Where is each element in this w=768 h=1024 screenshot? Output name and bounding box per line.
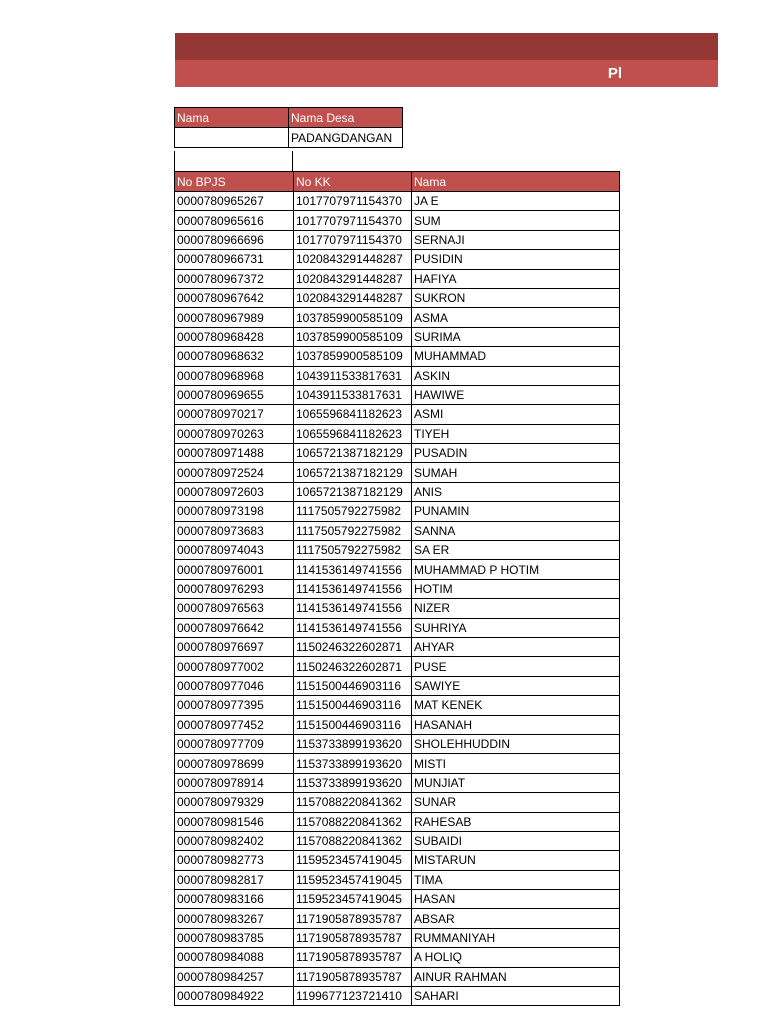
cell-no-bpjs[interactable]: 0000780982402 [175,831,294,850]
bpjs-table [174,171,620,1006]
table-row [175,579,620,598]
table-row [175,909,620,928]
table-row [175,192,620,211]
cell-no-kk[interactable]: 1117505792275982 [294,541,412,560]
cell-nama[interactable]: PUSIDIN [412,250,620,269]
table-row [175,230,620,249]
filter-panel [174,107,403,148]
cell-nama[interactable]: JA E [412,192,620,211]
table-row [175,890,620,909]
cell-nama[interactable]: ANIS [412,482,620,501]
cell-no-bpjs[interactable]: 0000780965267 [175,192,294,211]
table-row [175,754,620,773]
cell-no-kk[interactable]: 1171905878935787 [294,967,412,986]
cell-nama[interactable]: SHOLEHHUDDIN [412,734,620,753]
cell-no-bpjs[interactable]: 0000780977002 [175,657,294,676]
cell-nama[interactable]: SAWIYE [412,676,620,695]
cell-nama[interactable]: AINUR RAHMAN [412,967,620,986]
cell-nama[interactable]: HASAN [412,890,620,909]
cell-no-bpjs[interactable]: 0000780978699 [175,754,294,773]
cell-nama[interactable]: HASANAH [412,715,620,734]
cell-no-bpjs[interactable]: 0000780968632 [175,347,294,366]
cell-nama[interactable]: RUMMANIYAH [412,928,620,947]
cell-nama[interactable]: SUNAR [412,793,620,812]
cell-nama[interactable]: PUNAMIN [412,502,620,521]
table-row [175,812,620,831]
cell-nama[interactable]: ASMA [412,308,620,327]
cell-no-bpjs[interactable]: 0000780984257 [175,967,294,986]
table-row [175,793,620,812]
cell-nama[interactable]: HAFIYA [412,269,620,288]
cell-nama[interactable]: ASMI [412,405,620,424]
cell-no-bpjs[interactable]: 0000780972524 [175,463,294,482]
cell-nama[interactable]: ABSAR [412,909,620,928]
cell-no-bpjs[interactable]: 0000780966731 [175,250,294,269]
cell-no-bpjs[interactable]: 0000780967989 [175,308,294,327]
table-row [175,870,620,889]
cell-nama[interactable]: SURIMA [412,327,620,346]
cell-no-kk[interactable]: 1171905878935787 [294,928,412,947]
cell-no-kk[interactable]: 1065721387182129 [294,463,412,482]
filter-label-desa: Nama Desa [289,108,403,128]
cell-no-bpjs[interactable]: 0000780976563 [175,599,294,618]
cell-no-bpjs[interactable]: 0000780982817 [175,870,294,889]
cell-nama[interactable]: ASKIN [412,366,620,385]
cell-no-kk[interactable]: 1157088220841362 [294,831,412,850]
cell-no-bpjs[interactable]: 0000780976697 [175,637,294,656]
cell-nama[interactable]: PUSADIN [412,444,620,463]
cell-no-bpjs[interactable]: 0000780973683 [175,521,294,540]
cell-no-bpjs[interactable]: 0000780977709 [175,734,294,753]
cell-no-kk[interactable]: 1171905878935787 [294,909,412,928]
table-spacer [174,151,293,171]
header-title: Pl [607,65,622,82]
cell-no-bpjs[interactable]: 0000780976642 [175,618,294,637]
cell-no-kk[interactable]: 1159523457419045 [294,870,412,889]
cell-no-kk[interactable]: 1043911533817631 [294,385,412,404]
table-row [175,385,620,404]
table-row [175,560,620,579]
cell-no-kk[interactable]: 1153733899193620 [294,773,412,792]
cell-no-bpjs[interactable]: 0000780978914 [175,773,294,792]
table-row [175,676,620,695]
cell-no-kk[interactable]: 1150246322602871 [294,637,412,656]
cell-nama[interactable]: AHYAR [412,637,620,656]
cell-no-kk[interactable]: 1141536149741556 [294,599,412,618]
cell-no-bpjs[interactable]: 0000780972603 [175,482,294,501]
cell-no-bpjs[interactable]: 0000780971488 [175,444,294,463]
cell-nama[interactable]: SAHARI [412,987,620,1006]
cell-no-bpjs[interactable]: 0000780977046 [175,676,294,695]
column-header-no-bpjs: No BPJS [175,172,294,192]
cell-nama[interactable]: TIMA [412,870,620,889]
cell-no-kk[interactable]: 1017707971154370 [294,211,412,230]
table-row [175,967,620,986]
table-row [175,347,620,366]
table-row [175,366,620,385]
column-header-nama: Nama [412,172,620,192]
table-row [175,444,620,463]
cell-no-kk[interactable]: 1117505792275982 [294,521,412,540]
cell-nama[interactable]: NIZER [412,599,620,618]
cell-no-kk[interactable]: 1037859900585109 [294,327,412,346]
cell-no-bpjs[interactable]: 0000780968968 [175,366,294,385]
cell-no-kk[interactable]: 1151500446903116 [294,676,412,695]
table-row [175,521,620,540]
cell-no-kk[interactable]: 1153733899193620 [294,754,412,773]
cell-nama[interactable]: SERNAJI [412,230,620,249]
cell-nama[interactable]: MISTI [412,754,620,773]
cell-nama[interactable]: SUKRON [412,288,620,307]
table-row [175,463,620,482]
cell-no-kk[interactable]: 1151500446903116 [294,715,412,734]
cell-nama[interactable]: MAT KENEK [412,696,620,715]
cell-no-kk[interactable]: 1141536149741556 [294,560,412,579]
cell-nama[interactable]: MISTARUN [412,851,620,870]
table-row [175,288,620,307]
cell-no-kk[interactable]: 1020843291448287 [294,269,412,288]
cell-no-bpjs[interactable]: 0000780983267 [175,909,294,928]
cell-no-bpjs[interactable]: 0000780981546 [175,812,294,831]
cell-no-bpjs[interactable]: 0000780969655 [175,385,294,404]
filter-value-nama[interactable] [175,128,289,148]
cell-no-bpjs[interactable]: 0000780979329 [175,793,294,812]
cell-nama[interactable]: SANNA [412,521,620,540]
cell-no-kk[interactable]: 1199677123721410 [294,987,412,1006]
cell-no-bpjs[interactable]: 0000780976001 [175,560,294,579]
table-row [175,831,620,850]
cell-no-bpjs[interactable]: 0000780970263 [175,424,294,443]
cell-no-kk[interactable]: 1020843291448287 [294,288,412,307]
cell-nama[interactable]: TIYEH [412,424,620,443]
cell-no-bpjs[interactable]: 0000780967642 [175,288,294,307]
table-row [175,948,620,967]
cell-nama[interactable]: RAHESAB [412,812,620,831]
cell-no-kk[interactable]: 1037859900585109 [294,347,412,366]
table-row [175,928,620,947]
table-row [175,250,620,269]
cell-nama[interactable]: HOTIM [412,579,620,598]
cell-no-kk[interactable]: 1065596841182623 [294,405,412,424]
cell-nama[interactable]: MUNJIAT [412,773,620,792]
table-row [175,637,620,656]
cell-no-bpjs[interactable]: 0000780984088 [175,948,294,967]
cell-no-bpjs[interactable]: 0000780974043 [175,541,294,560]
table-row [175,657,620,676]
cell-no-kk[interactable]: 1117505792275982 [294,502,412,521]
table-row [175,715,620,734]
cell-no-bpjs[interactable]: 0000780983785 [175,928,294,947]
cell-nama[interactable]: HAWIWE [412,385,620,404]
cell-no-bpjs[interactable]: 0000780976293 [175,579,294,598]
header-band-top [175,33,718,60]
cell-no-bpjs[interactable]: 0000780977395 [175,696,294,715]
table-row [175,269,620,288]
column-header-no-kk: No KK [294,172,412,192]
table-row [175,734,620,753]
cell-no-bpjs[interactable]: 0000780966696 [175,230,294,249]
table-row [175,482,620,501]
cell-no-kk[interactable]: 1065721387182129 [294,444,412,463]
cell-no-bpjs[interactable]: 0000780965616 [175,211,294,230]
table-row [175,851,620,870]
table-body [175,192,620,1006]
cell-no-kk[interactable]: 1043911533817631 [294,366,412,385]
table-row [175,618,620,637]
filter-label-nama: Nama [175,108,289,128]
cell-no-kk[interactable]: 1065721387182129 [294,482,412,501]
filter-value-desa[interactable]: PADANGDANGAN [289,128,403,148]
cell-no-bpjs[interactable]: 0000780967372 [175,269,294,288]
cell-no-kk[interactable]: 1159523457419045 [294,851,412,870]
cell-no-kk[interactable]: 1017707971154370 [294,192,412,211]
cell-no-kk[interactable]: 1153733899193620 [294,734,412,753]
table-row [175,599,620,618]
cell-no-kk[interactable]: 1151500446903116 [294,696,412,715]
cell-no-kk[interactable]: 1159523457419045 [294,890,412,909]
cell-nama[interactable]: SUBAIDI [412,831,620,850]
cell-no-bpjs[interactable]: 0000780973198 [175,502,294,521]
table-row [175,424,620,443]
cell-nama[interactable]: SA ER [412,541,620,560]
table-row [175,773,620,792]
table-header-row [175,172,620,192]
table-row [175,211,620,230]
cell-no-bpjs[interactable]: 0000780984922 [175,987,294,1006]
cell-no-bpjs[interactable]: 0000780982773 [175,851,294,870]
table-row [175,987,620,1006]
table-row [175,696,620,715]
cell-nama[interactable]: MUHAMMAD [412,347,620,366]
cell-no-kk[interactable]: 1141536149741556 [294,618,412,637]
table-row [175,541,620,560]
cell-nama[interactable]: MUHAMMAD P HOTIM [412,560,620,579]
table-row [175,308,620,327]
table-row [175,405,620,424]
cell-nama[interactable]: SUMAH [412,463,620,482]
cell-nama[interactable]: PUSE [412,657,620,676]
table-row [175,327,620,346]
cell-no-bpjs[interactable]: 0000780977452 [175,715,294,734]
cell-no-bpjs[interactable]: 0000780983166 [175,890,294,909]
cell-nama[interactable]: SUM [412,211,620,230]
cell-nama[interactable]: SUHRIYA [412,618,620,637]
cell-nama[interactable]: A HOLIQ [412,948,620,967]
cell-no-kk[interactable]: 1141536149741556 [294,579,412,598]
cell-no-kk[interactable]: 1017707971154370 [294,230,412,249]
cell-no-kk[interactable]: 1171905878935787 [294,948,412,967]
cell-no-kk[interactable]: 1037859900585109 [294,308,412,327]
header-band [175,60,718,87]
cell-no-bpjs[interactable]: 0000780970217 [175,405,294,424]
cell-no-kk[interactable]: 1157088220841362 [294,793,412,812]
cell-no-bpjs[interactable]: 0000780968428 [175,327,294,346]
cell-no-kk[interactable]: 1020843291448287 [294,250,412,269]
table-row [175,502,620,521]
cell-no-kk[interactable]: 1157088220841362 [294,812,412,831]
cell-no-kk[interactable]: 1065596841182623 [294,424,412,443]
cell-no-kk[interactable]: 1150246322602871 [294,657,412,676]
